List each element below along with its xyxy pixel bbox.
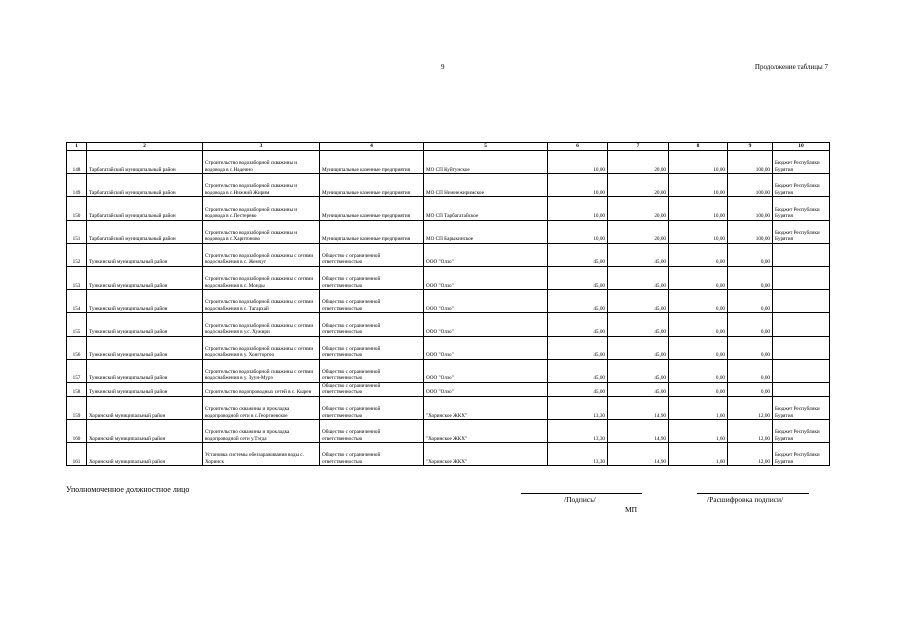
signature-caption: /Подпись/ [564,495,596,504]
funding-source-cell: Бюджет Республики Бурятия [773,220,830,243]
project-cell: Строительство водозаборной скважины с сетями водоснабжения в у. Зуун-Мурэ [203,359,320,382]
value-cell-7: 45,00 [608,243,669,266]
value-cell-8: 1,60 [669,396,728,419]
stamp-label: МП [625,505,638,514]
row-number: 152 [67,243,87,266]
project-cell: Строительство водозаборной скважины и водовода в с.Пестерево [203,197,320,220]
page-number: 9 [441,63,445,71]
project-cell: Строительство водозаборной скважины с сетями водоснабжения в у. Хонгторгоо [203,336,320,359]
column-header: 9 [728,143,773,151]
row-number: 151 [67,220,87,243]
value-cell-9: 0,00 [728,313,773,336]
value-cell-6: 13,30 [548,443,608,466]
value-cell-7: 45,00 [608,290,669,313]
settlement-cell: ООО "Олзо" [424,313,548,336]
district-cell: Хоринский муниципальный район [87,420,203,443]
value-cell-7: 14,90 [608,420,669,443]
value-cell-9: 0,00 [728,243,773,266]
column-header: 1 [67,143,87,151]
table-row [67,220,830,243]
value-cell-8: 1,60 [669,443,728,466]
executor-cell: Муниципальные казенные предприятия [320,197,424,220]
table-row [67,382,830,396]
value-cell-6: 45,00 [548,266,608,289]
value-cell-9: 0,00 [728,336,773,359]
funding-source-cell: Бюджет Республики Бурятия [773,420,830,443]
value-cell-9: 0,00 [728,382,773,396]
value-cell-8: 0,00 [669,266,728,289]
column-header: 10 [773,143,830,151]
project-cell: Строительство водозаборной скважины с сетями водоснабжения в с. Тагархай [203,290,320,313]
value-cell-9: 100,00 [728,174,773,197]
column-header: 5 [424,143,548,151]
row-number: 150 [67,197,87,220]
funding-source-cell: Бюджет Республики Бурятия [773,197,830,220]
table-row [67,151,830,174]
executor-cell: Муниципальные казенные предприятия [320,220,424,243]
value-cell-6: 10,00 [548,220,608,243]
executor-cell: Общество с ограниченной ответственностью [320,443,424,466]
project-cell: Строительство водозаборной скважины и водовода в с.Нижний Жирим [203,174,320,197]
table-row [67,336,830,359]
district-cell: Тункинский муниципальный район [87,382,203,396]
district-cell: Тарбагатайский муниципальный район [87,151,203,174]
funding-source-cell [773,313,830,336]
row-number: 153 [67,266,87,289]
district-cell: Тункинский муниципальный район [87,243,203,266]
row-number: 159 [67,396,87,419]
value-cell-8: 10,00 [669,151,728,174]
value-cell-6: 10,00 [548,174,608,197]
district-cell: Тункинский муниципальный район [87,336,203,359]
district-cell: Хоринский муниципальный район [87,396,203,419]
district-cell: Тарбагатайский муниципальный район [87,174,203,197]
value-cell-7: 45,00 [608,336,669,359]
value-cell-8: 0,00 [669,290,728,313]
value-cell-6: 10,00 [548,197,608,220]
funding-source-cell: Бюджет Республики Бурятия [773,396,830,419]
project-cell: Строительство водозаборной скважины с сетями водоснабжения в с. Жемчуг [203,243,320,266]
value-cell-9: 12,00 [728,420,773,443]
column-header: 6 [548,143,608,151]
district-cell: Тункинский муниципальный район [87,313,203,336]
settlement-cell: ООО "Олзо" [424,382,548,396]
table-row [67,313,830,336]
executor-cell: Общество с ограниченной ответственностью [320,420,424,443]
project-cell: Строительство водозаборной скважины и водовода в с.Харитоново [203,220,320,243]
settlement-cell: "Хоринское ЖКХ" [424,396,548,419]
executor-cell: Общество с ограниченной ответственностью [320,359,424,382]
signature-line [521,493,642,494]
funding-source-cell [773,336,830,359]
value-cell-7: 20,00 [608,151,669,174]
executor-cell: Общество с ограниченной ответственностью [320,266,424,289]
value-cell-9: 100,00 [728,151,773,174]
row-number: 155 [67,313,87,336]
row-number: 154 [67,290,87,313]
table-row [67,243,830,266]
value-cell-8: 10,00 [669,174,728,197]
row-number: 148 [67,151,87,174]
executor-cell: Общество с ограниченной ответственностью [320,396,424,419]
value-cell-9: 0,00 [728,359,773,382]
table-row [67,359,830,382]
value-cell-8: 10,00 [669,197,728,220]
value-cell-6: 45,00 [548,290,608,313]
project-cell: Строительство водозаборной скважины с сетями водоснабжения в с. Монды [203,266,320,289]
value-cell-9: 0,00 [728,266,773,289]
column-header: 2 [87,143,203,151]
value-cell-8: 0,00 [669,243,728,266]
district-cell: Тункинский муниципальный район [87,359,203,382]
table-row [67,290,830,313]
project-cell: Строительство скважины и прокладка водопроводной сети в с.Георгиевское [203,396,320,419]
executor-cell: Общество с ограниченной ответственностью [320,336,424,359]
settlement-cell: МО СП Барыкинское [424,220,548,243]
row-number: 160 [67,420,87,443]
value-cell-9: 12,00 [728,443,773,466]
district-cell: Тарбагатайский муниципальный район [87,197,203,220]
column-header: 3 [203,143,320,151]
row-number: 149 [67,174,87,197]
value-cell-8: 0,00 [669,313,728,336]
table-row [67,420,830,443]
funding-source-cell: Бюджет Республики Бурятия [773,151,830,174]
settlement-cell: ООО "Олзо" [424,266,548,289]
table-row [67,443,830,466]
value-cell-6: 13,30 [548,396,608,419]
table-continuation-label: Продолжение таблицы 7 [754,63,828,71]
row-number: 157 [67,359,87,382]
row-number: 161 [67,443,87,466]
value-cell-7: 20,00 [608,174,669,197]
settlement-cell: ООО "Олзо" [424,290,548,313]
table-row [67,197,830,220]
value-cell-6: 45,00 [548,336,608,359]
executor-cell: Муниципальные казенные предприятия [320,174,424,197]
funding-source-cell [773,359,830,382]
value-cell-7: 14,90 [608,443,669,466]
value-cell-8: 1,60 [669,420,728,443]
settlement-cell: ООО "Олзо" [424,243,548,266]
settlement-cell: "Хоринское ЖКХ" [424,443,548,466]
project-cell: Установка системы обеззараживания воды с. Хоринск [203,443,320,466]
value-cell-9: 12,00 [728,396,773,419]
table-row [67,174,830,197]
value-cell-6: 10,00 [548,151,608,174]
table-row [67,266,830,289]
executor-cell: Общество с ограниченной ответственностью [320,243,424,266]
column-header: 4 [320,143,424,151]
value-cell-7: 14,90 [608,396,669,419]
project-cell: Строительство водозаборной скважины и водовода в с.Надеино [203,151,320,174]
official-label: Уполномоченное должностное лицо [66,485,190,494]
executor-cell: Общество с ограниченной ответственностью [320,313,424,336]
settlement-cell: "Хоринское ЖКХ" [424,420,548,443]
value-cell-7: 45,00 [608,266,669,289]
value-cell-7: 20,00 [608,220,669,243]
district-cell: Тарбагатайский муниципальный район [87,220,203,243]
district-cell: Тункинский муниципальный район [87,266,203,289]
value-cell-8: 0,00 [669,336,728,359]
value-cell-7: 45,00 [608,359,669,382]
project-cell: Строительство водопроводных сетей в с. Кырен [203,382,320,396]
column-header: 8 [669,143,728,151]
table-body [67,151,830,466]
district-cell: Хоринский муниципальный район [87,443,203,466]
funding-source-cell [773,243,830,266]
settlement-cell: ООО "Олзо" [424,336,548,359]
value-cell-8: 10,00 [669,220,728,243]
settlement-cell: МО СП Нижнежиримское [424,174,548,197]
table-header-row [67,143,830,151]
funding-source-cell: Бюджет Республики Бурятия [773,174,830,197]
executor-cell: Муниципальные казенные предприятия [320,151,424,174]
column-header: 7 [608,143,669,151]
value-cell-9: 100,00 [728,197,773,220]
funding-source-cell: Бюджет Республики Бурятия [773,443,830,466]
settlement-cell: ООО "Олзо" [424,359,548,382]
value-cell-6: 45,00 [548,359,608,382]
value-cell-8: 0,00 [669,359,728,382]
value-cell-9: 100,00 [728,220,773,243]
district-cell: Тункинский муниципальный район [87,290,203,313]
executor-cell: Общество с ограниченной ответственностью [320,382,424,396]
decode-line [697,493,809,494]
settlement-cell: МО СП Куйтунское [424,151,548,174]
funding-source-cell [773,290,830,313]
project-cell: Строительство скважины и прокладка водопроводной сети у.Тэгда [203,420,320,443]
settlement-cell: МО СП Тарбагатайское [424,197,548,220]
value-cell-7: 45,00 [608,382,669,396]
table-row [67,396,830,419]
value-cell-9: 0,00 [728,290,773,313]
row-number: 158 [67,382,87,396]
value-cell-6: 13,30 [548,420,608,443]
value-cell-8: 0,00 [669,382,728,396]
data-table [66,142,830,466]
value-cell-7: 20,00 [608,197,669,220]
decode-caption: /Расшифровка подписи/ [707,495,784,504]
funding-source-cell [773,382,830,396]
project-cell: Строительство водозаборной скважины с сетями водоснабжения в у.с. Хужири [203,313,320,336]
executor-cell: Общество с ограниченной ответственностью [320,290,424,313]
row-number: 156 [67,336,87,359]
value-cell-6: 45,00 [548,382,608,396]
funding-source-cell [773,266,830,289]
value-cell-6: 45,00 [548,243,608,266]
value-cell-6: 45,00 [548,313,608,336]
value-cell-7: 45,00 [608,313,669,336]
